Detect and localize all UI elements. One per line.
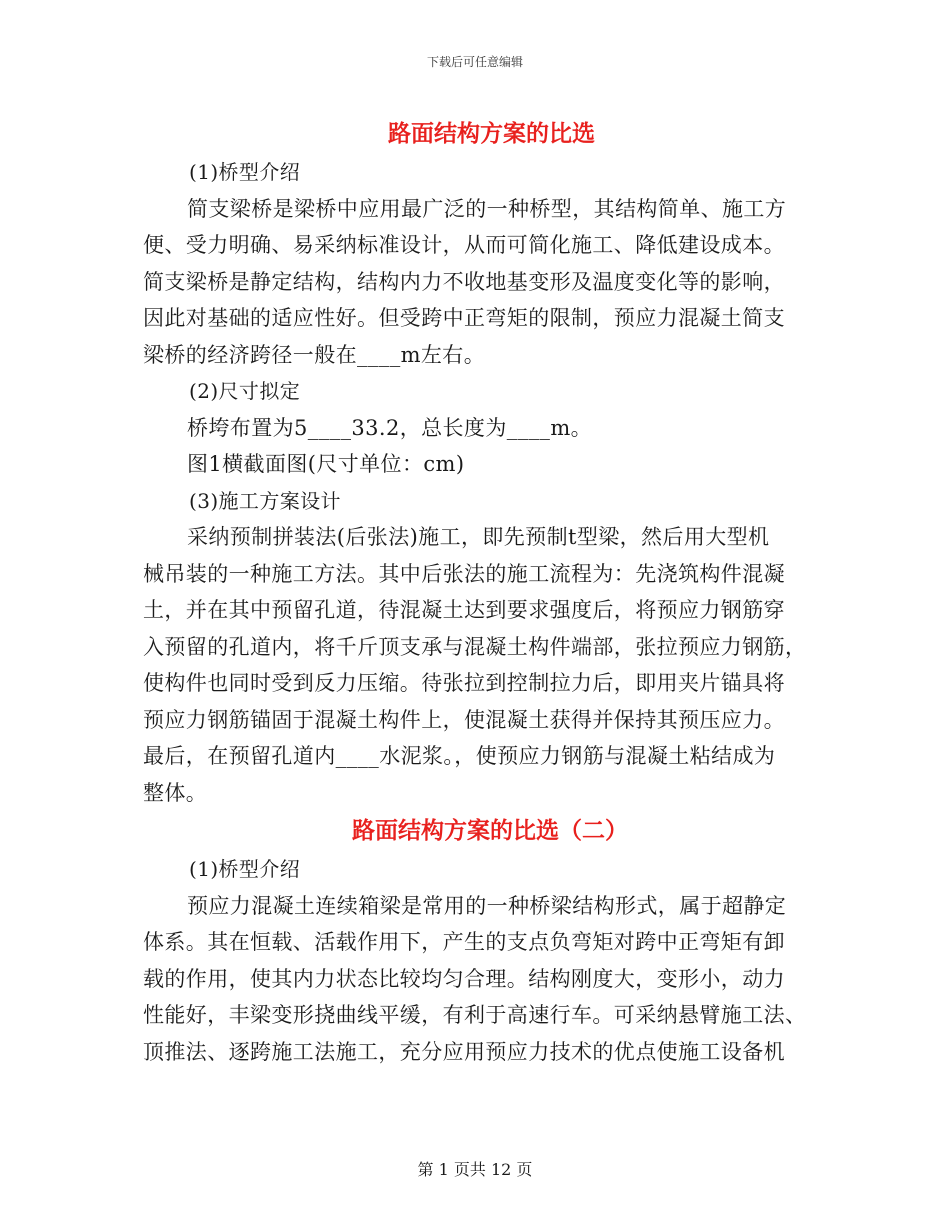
header-note: 下载后可任意编辑 bbox=[426, 55, 523, 69]
document-body bbox=[143, 110, 807, 1070]
figure-caption: 图1横截面图(尺寸单位：cm) bbox=[187, 452, 465, 476]
paragraph-line: 简支梁桥是梁桥中应用最广泛的一种桥型，其结构简单、施工方 bbox=[187, 196, 787, 221]
paragraph-line: 采纳预制拼装法(后张法)施工，即先预制t型梁，然后用大型机 bbox=[187, 525, 770, 549]
paragraph-line: 预应力钢筋锚固于混凝土构件上，使混凝土获得并保持其预压应力。 bbox=[143, 707, 785, 732]
paragraph-line: 因此对基础的适应性好。但受跨中正弯矩的限制，预应力混凝土简支 bbox=[143, 306, 785, 330]
section2-paragraph-intro bbox=[143, 888, 807, 1071]
paragraph-line: 顶推法、逐跨施工法施工，充分应用预应力技术的优点使施工设备机 bbox=[143, 1039, 785, 1064]
paragraph-line: 土，并在其中预留孔道，待混凝土达到要求强度后，将预应力钢筋穿 bbox=[143, 598, 785, 622]
paragraph-line: 便、受力明确、易采纳标准设计，从而可简化施工、降低建设成本。 bbox=[143, 233, 785, 257]
section2-heading-bridge-type: (1)桥型介绍 bbox=[189, 857, 301, 881]
section1-heading-construction: (3)施工方案设计 bbox=[189, 488, 341, 513]
section1-title: 路面结构方案的比选 bbox=[388, 120, 595, 147]
section1-heading-dimensions: (2)尺寸拟定 bbox=[189, 379, 301, 403]
paragraph-line: 梁桥的经济跨径一般在____m左右。 bbox=[143, 342, 486, 367]
paragraph-line: 械吊装的一种施工方法。其中后张法的施工流程为：先浇筑构件混凝 bbox=[143, 561, 785, 586]
paragraph-line: 体系。其在恒载、活载作用下，产生的支点负弯矩对跨中正弯矩有卸 bbox=[143, 930, 785, 954]
paragraph-line: 预应力混凝土连续箱梁是常用的一种桥梁结构形式，属于超静定 bbox=[187, 893, 787, 918]
paragraph-line: 简支梁桥是静定结构，结构内力不收地基变形及温度变化等的影响， bbox=[143, 269, 785, 294]
paragraph-line: 载的作用，使其内力状态比较均匀合理。结构刚度大，变形小，动力 bbox=[143, 966, 785, 991]
paragraph-line: 入预留的孔道内，将千斤顶支承与混凝土构件端部，张拉预应力钢筋， bbox=[143, 634, 807, 659]
section1-paragraph-construction bbox=[143, 519, 807, 811]
paragraph-line: 整体。 bbox=[143, 780, 208, 805]
section1-heading-bridge-type: (1)桥型介绍 bbox=[189, 160, 301, 184]
paragraph-line: 性能好，丰梁变形挠曲线平缓，有利于高速行车。可采纳悬臂施工法、 bbox=[143, 1003, 807, 1027]
span-arrangement-line: 桥垮布置为5____33.2，总长度为____m。 bbox=[187, 415, 593, 440]
paragraph-line: 最后，在预留孔道内____水泥浆。，使预应力钢筋与混凝土粘结成为 bbox=[143, 744, 776, 768]
section2-title: 路面结构方案的比选（二） bbox=[352, 817, 628, 844]
section1-paragraph-intro bbox=[143, 191, 803, 374]
paragraph-line: 使构件也同时受到反力压缩。待张拉到控制拉力后，即用夹片锚具将 bbox=[143, 671, 785, 695]
page-number-footer: 第 1 页共 12 页 bbox=[417, 1160, 533, 1179]
